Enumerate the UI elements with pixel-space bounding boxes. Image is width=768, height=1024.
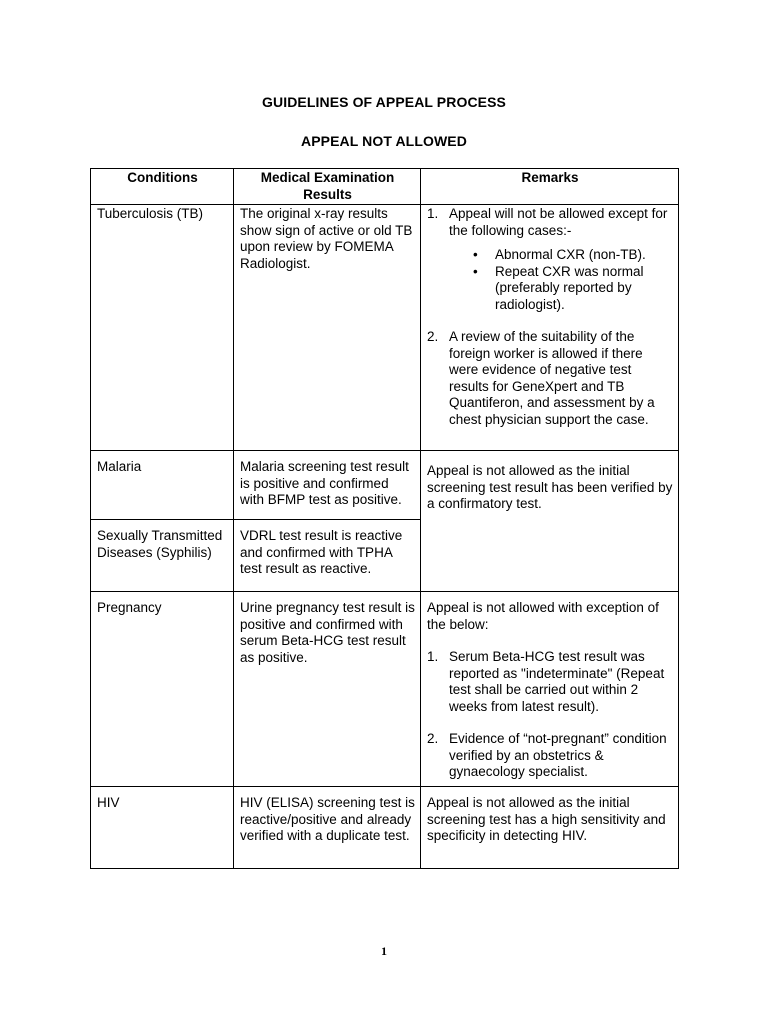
table-row-tb bbox=[91, 205, 679, 451]
remark-item bbox=[427, 206, 673, 313]
table-header-row bbox=[91, 169, 679, 205]
header-remarks: Remarks bbox=[421, 169, 679, 205]
remark-text: A review of the suitability of the foreign worker is allowed if there were evidence of negative test results for GeneXpert and TB Quantiferon, and assessment by a chest physician support the case. bbox=[449, 329, 655, 427]
condition-cell: Malaria bbox=[91, 451, 234, 520]
remark-item bbox=[427, 731, 673, 781]
remarks-cell bbox=[421, 205, 679, 451]
bullet-text: Repeat CXR was normal (preferably reported by radiologist). bbox=[495, 263, 644, 312]
bullet-item bbox=[473, 264, 673, 314]
bullet-item bbox=[473, 247, 673, 264]
spacer bbox=[427, 715, 673, 731]
list-number: 1. bbox=[427, 206, 439, 221]
remark-text: Appeal will not be allowed except for the following cases:- bbox=[449, 206, 668, 238]
remark-item bbox=[427, 329, 673, 428]
result-cell: The original x-ray results show sign of active or old TB upon review by FOMEMA Radiologist. bbox=[234, 205, 421, 451]
list-number: 1. bbox=[427, 649, 439, 664]
remarks-cell: Appeal is not allowed as the initial screening test result has been verified by a confirmatory test. bbox=[421, 451, 679, 592]
result-cell: HIV (ELISA) screening test is reactive/positive and already verified with a duplicate test. bbox=[234, 787, 421, 869]
condition-cell: Sexually Transmitted Diseases (Syphilis) bbox=[91, 520, 234, 592]
condition-cell: HIV bbox=[91, 787, 234, 869]
remark-text: Evidence of “not-pregnant” condition verified by an obstetrics & gynaecology specialist. bbox=[449, 731, 667, 779]
result-cell: VDRL test result is reactive and confirmed with TPHA test result as reactive. bbox=[234, 520, 421, 592]
appeal-guidelines-table bbox=[90, 168, 679, 869]
list-number: 2. bbox=[427, 329, 439, 344]
document-subtitle: APPEAL NOT ALLOWED bbox=[301, 133, 467, 149]
list-number: 2. bbox=[427, 731, 439, 746]
result-cell: Malaria screening test result is positive and confirmed with BFMP test as positive. bbox=[234, 451, 421, 520]
header-conditions: Conditions bbox=[91, 169, 234, 205]
spacer bbox=[427, 313, 673, 329]
page-number: 1 bbox=[381, 944, 387, 958]
remark-text: Serum Beta-HCG test result was reported as "indeterminate" (Repeat test shall be carried out within 2 weeks from latest result). bbox=[449, 649, 665, 714]
bullet-icon: • bbox=[473, 247, 478, 262]
document-title: GUIDELINES OF APPEAL PROCESS bbox=[262, 94, 506, 110]
remark-item bbox=[427, 649, 673, 715]
table-row-malaria bbox=[91, 451, 679, 520]
remarks-cell bbox=[421, 592, 679, 787]
condition-cell: Pregnancy bbox=[91, 592, 234, 787]
table-row-hiv bbox=[91, 787, 679, 869]
bullet-text: Abnormal CXR (non-TB). bbox=[495, 247, 646, 262]
header-results: Medical Examination Results bbox=[234, 169, 421, 205]
remark-text: Appeal is not allowed with exception of the below: bbox=[427, 600, 659, 632]
remarks-cell: Appeal is not allowed as the initial screening test has a high sensitivity and specificity in detecting HIV. bbox=[421, 787, 679, 869]
table-row-pregnancy bbox=[91, 592, 679, 787]
result-cell: Urine pregnancy test result is positive and confirmed with serum Beta-HCG test result as positive. bbox=[234, 592, 421, 787]
bullet-icon: • bbox=[473, 263, 478, 279]
condition-cell: Tuberculosis (TB) bbox=[91, 205, 234, 451]
